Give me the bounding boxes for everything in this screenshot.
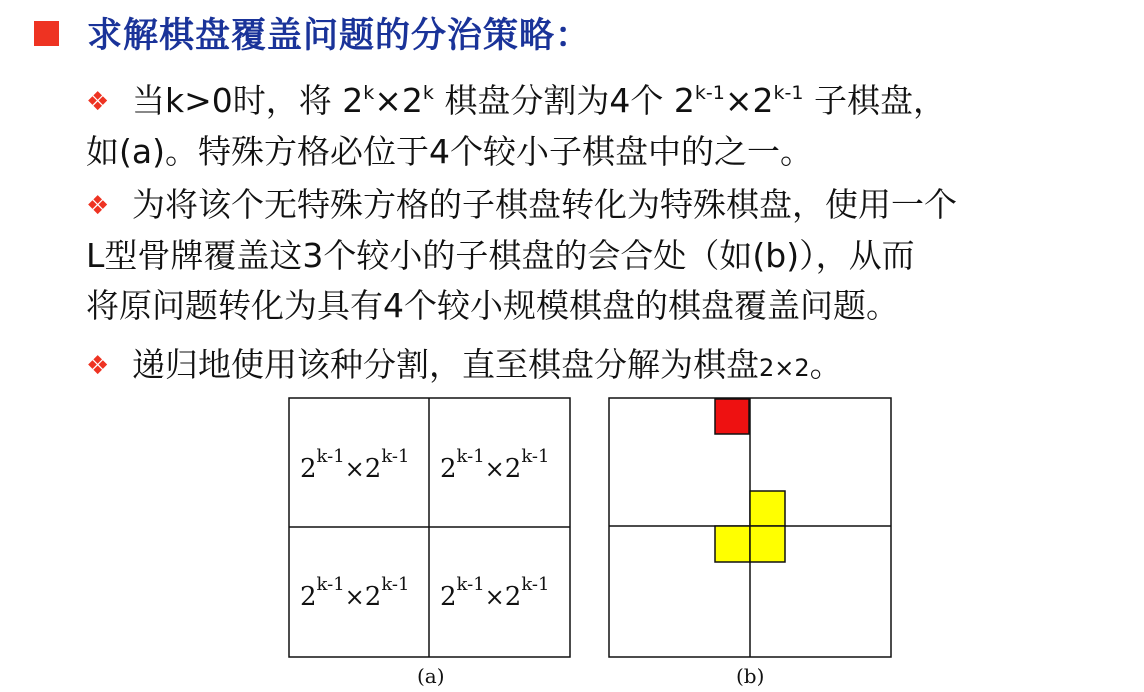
cell-label-bottom-right: 2k-1×2k-1 — [440, 574, 550, 612]
cell-label-top-right: 2k-1×2k-1 — [440, 446, 550, 484]
paragraph-1-line-2: 如(a)。特殊方格必位于4个较小子棋盘中的之一。 — [86, 132, 813, 171]
paragraph-1 — [86, 68, 1126, 177]
title-text: 求解棋盘覆盖问题的分治策略： — [87, 16, 592, 56]
paragraph-2-line-2: L型骨牌覆盖这3个较小的子棋盘的会合处（如(b)），从而 — [86, 236, 915, 275]
cell-label-bottom-left: 2k-1×2k-1 — [300, 574, 410, 612]
figure-a — [288, 397, 572, 659]
figure-a-board — [288, 397, 572, 659]
diamond-bullet-icon: ❖ — [86, 351, 110, 381]
slide-title — [34, 6, 591, 60]
tromino-cell-top-right — [750, 491, 785, 526]
figure-b-board — [608, 397, 894, 659]
figure-b-caption: (b) — [736, 664, 765, 688]
paragraph-2-line-3: 将原问题转化为具有4个较小规模棋盘的棋盘覆盖问题。 — [86, 286, 899, 325]
figure-b — [608, 397, 894, 659]
paragraph-3: ❖ 递归地使用该种分割，直至棋盘分解为棋盘2×2。 — [86, 340, 1126, 393]
special-square — [715, 399, 749, 434]
diamond-bullet-icon: ❖ — [86, 191, 110, 221]
square-bullet-icon — [34, 21, 59, 46]
tromino-cell-bottom-right — [750, 526, 785, 562]
diamond-bullet-icon: ❖ — [86, 87, 110, 117]
cell-label-top-left: 2k-1×2k-1 — [300, 446, 410, 484]
paragraph-2-line-1: ❖ 为将该个无特殊方格的子棋盘转化为特殊棋盘，使用一个 — [86, 180, 1126, 231]
paragraph-2 — [86, 180, 1126, 331]
figure-a-caption: (a) — [417, 664, 445, 688]
tromino-cell-bottom-left — [715, 526, 750, 562]
paragraph-1-line-1: ❖ 当k>0时，将 $2^k\times 2^k$ 棋盘分割为4个 $2^{k-1}\times 2^{k-1}$ 子棋盘， — [86, 68, 1126, 127]
